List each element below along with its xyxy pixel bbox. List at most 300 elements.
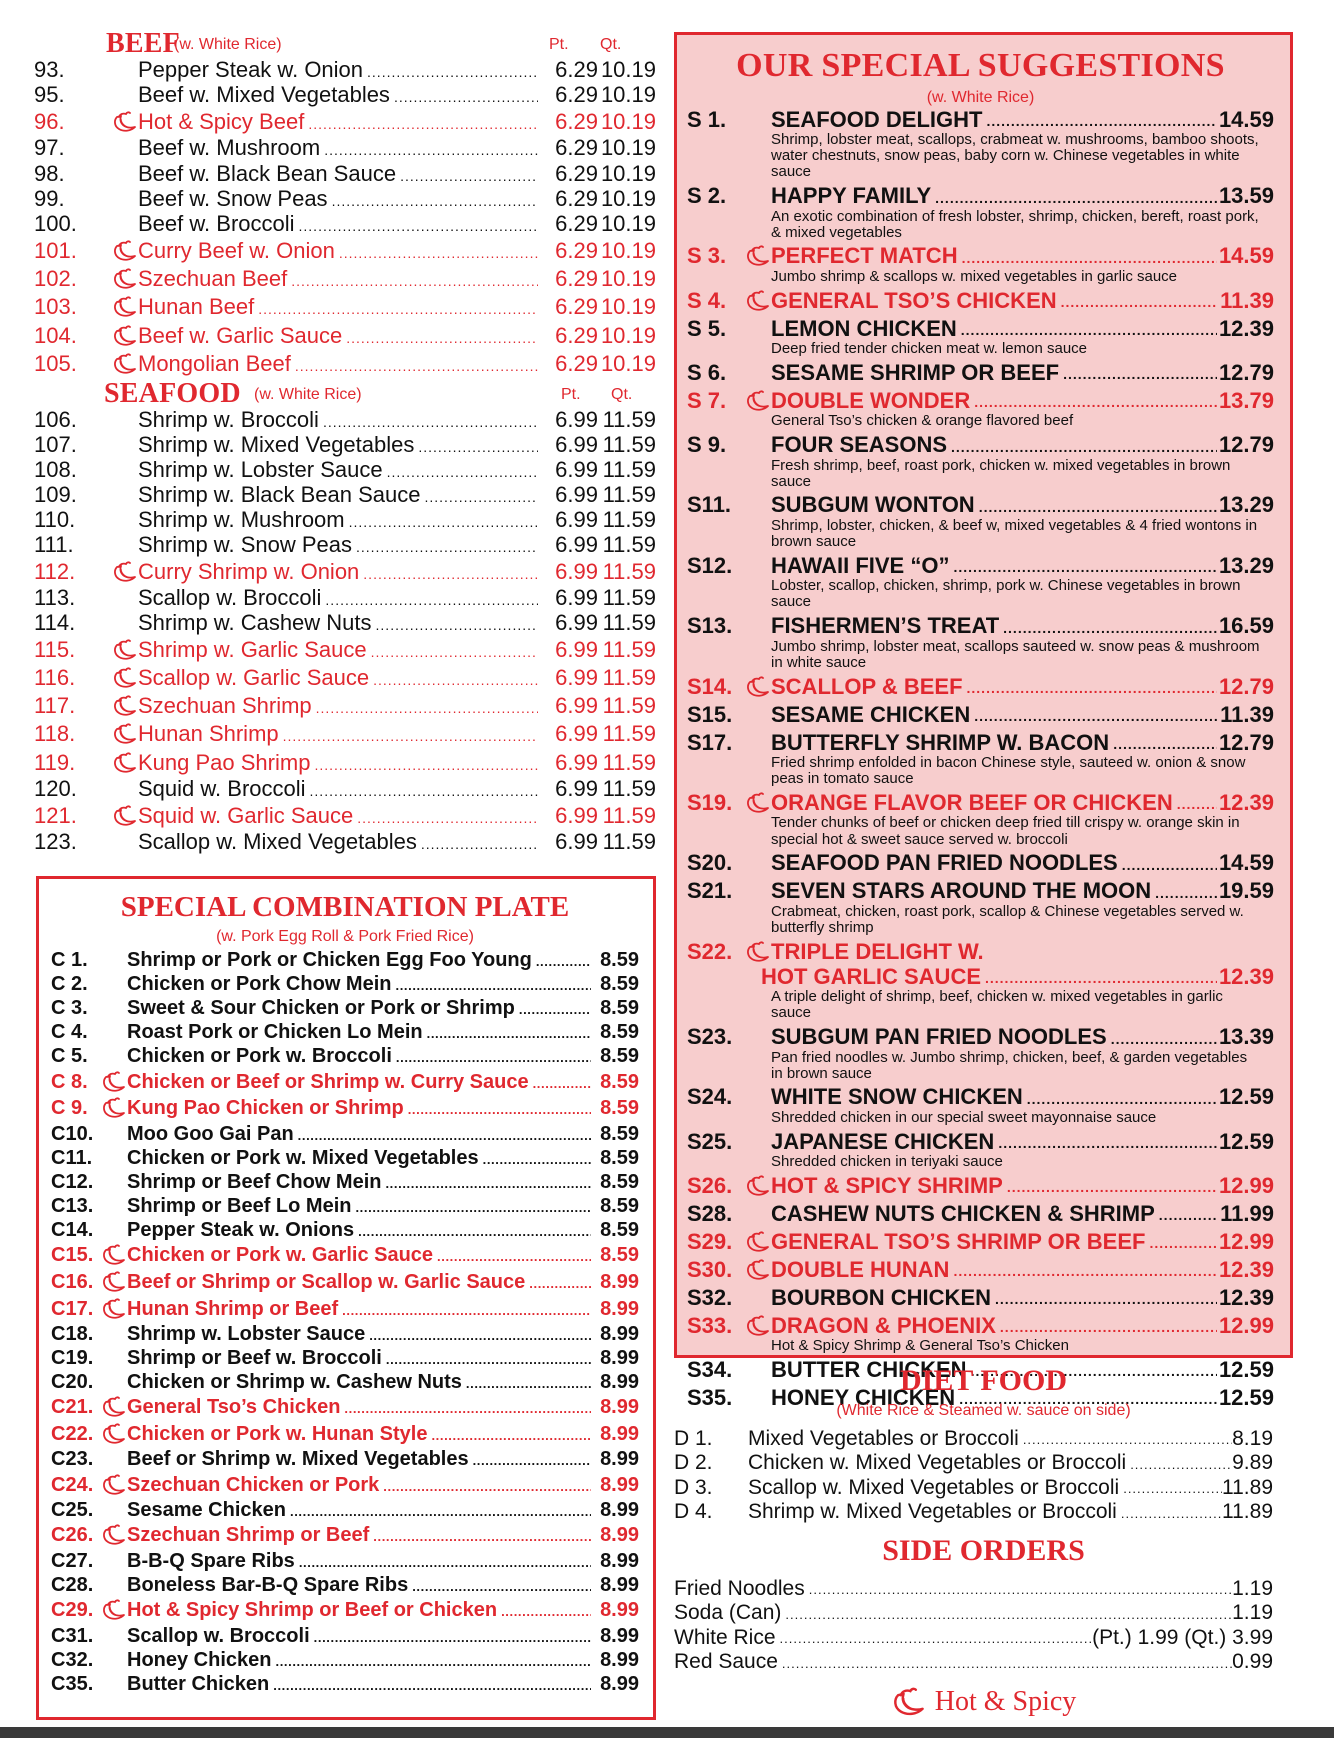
leader-dots (314, 1628, 591, 1644)
hot-marker (112, 639, 138, 661)
menu-item (34, 107, 656, 135)
quart-price: 11.59 (602, 585, 656, 611)
item-number: D 4. (674, 1500, 713, 1524)
item-name: Scallop w. Garlic Sauce (138, 664, 370, 690)
special-item (687, 939, 1274, 1021)
item-price: 13.29 (1218, 553, 1274, 578)
item-number: 98. (34, 160, 65, 186)
item-price: 12.59 (1218, 1129, 1274, 1154)
chili-pepper-icon (745, 1259, 771, 1281)
item-price: 8.99 (600, 1549, 639, 1572)
leader-dots (299, 1553, 591, 1569)
hot-marker (101, 1525, 127, 1545)
pint-price: 6.99 (555, 693, 598, 719)
hot-marker (112, 111, 138, 133)
combo-item (51, 1095, 639, 1122)
chili-pepper-icon (745, 941, 771, 963)
item-number: C12. (51, 1170, 94, 1193)
chili-pepper-icon (112, 111, 138, 133)
spacer (101, 1500, 127, 1520)
special-item (687, 1085, 1274, 1126)
leader-dots (332, 190, 538, 208)
item-number: 118. (34, 721, 76, 747)
special-item-row (687, 939, 1274, 964)
special-item (687, 790, 1274, 847)
special-item-row (687, 1229, 1274, 1254)
menu-item (34, 350, 656, 378)
leader-dots (1122, 855, 1217, 872)
spacer (101, 1575, 127, 1595)
spacer (101, 1674, 127, 1694)
pint-price: 6.29 (555, 237, 598, 263)
pint-price: 6.29 (555, 294, 598, 320)
item-price: 13.79 (1218, 388, 1274, 413)
leader-dots (483, 1150, 591, 1166)
pint-price: 6.99 (555, 610, 598, 636)
item-number: S23. (687, 1024, 733, 1049)
leader-dots (369, 1326, 591, 1342)
item-price: 12.39 (1218, 1257, 1274, 1282)
item-price: 11.39 (1220, 702, 1274, 727)
item-price: 13.39 (1218, 1024, 1274, 1049)
combination-plate-box (36, 876, 656, 1720)
spacer (745, 1203, 771, 1225)
leader-dots (387, 461, 538, 479)
spacer (745, 1287, 771, 1309)
item-number: S14. (687, 674, 733, 699)
leader-dots (355, 1198, 591, 1214)
item-name: Curry Shrimp w. Onion (138, 558, 360, 584)
menu-item (34, 611, 656, 636)
leader-dots (1063, 364, 1217, 381)
item-price: 8.59 (600, 1097, 639, 1120)
pint-price: 6.29 (555, 266, 598, 292)
diet-item (674, 1426, 1293, 1451)
chili-pepper-icon (112, 752, 138, 774)
spacer (745, 852, 771, 874)
item-number: 123. (34, 829, 77, 855)
item-name: B-B-Q Spare Ribs (127, 1549, 295, 1572)
pint-price: 6.99 (555, 507, 598, 532)
leader-dots (358, 1222, 591, 1238)
special-item (687, 1285, 1274, 1310)
chili-pepper-icon (101, 1097, 127, 1119)
special-item-row (687, 1257, 1274, 1282)
leader-dots (349, 511, 538, 529)
item-price: 11.89 (1222, 1500, 1273, 1524)
item-number: S29. (687, 1229, 733, 1254)
item-number: C31. (51, 1624, 94, 1647)
item-price: 14.59 (1218, 850, 1274, 876)
special-item-row (687, 107, 1274, 132)
beef-qt-header: Qt. (600, 36, 622, 53)
hot-marker (745, 941, 771, 963)
item-price: 8.99 (600, 1396, 639, 1419)
combo-item (51, 1218, 639, 1242)
leader-dots (519, 1000, 591, 1016)
item-price: 8.99 (600, 1473, 639, 1496)
item-name: Shrimp w. Lobster Sauce (138, 457, 383, 482)
pint-price: 6.29 (555, 57, 598, 82)
item-price: 11.89 (1222, 1475, 1273, 1499)
item-name: Boneless Bar-B-Q Spare Ribs (127, 1573, 409, 1596)
combo-note: (w. Pork Egg Roll & Pork Fried Rice) (216, 928, 474, 945)
item-number: D 1. (674, 1426, 713, 1450)
pint-price: 6.99 (555, 749, 598, 775)
pint-price: 6.99 (555, 721, 598, 747)
item-number: 103. (34, 294, 77, 320)
item-price: 12.39 (1218, 316, 1274, 341)
item-name: SESAME CHICKEN (771, 702, 971, 727)
leader-dots (780, 1629, 1093, 1645)
item-description: An exotic combination of fresh lobster, shrimp, chicken, bereft, roast pork, & mixed vegetables (771, 207, 1259, 241)
menu-item (34, 802, 656, 830)
item-number: S 6. (687, 360, 727, 385)
chili-pepper-icon (101, 1271, 127, 1293)
item-name: Shrimp or Beef Chow Mein (127, 1170, 382, 1193)
item-name: Shrimp w. Lobster Sauce (127, 1322, 366, 1345)
item-name: Chicken w. Mixed Vegetables or Broccoli (748, 1451, 1127, 1475)
item-name: HAPPY FAMILY (771, 183, 932, 209)
combo-item (51, 996, 639, 1020)
special-item-row (687, 184, 1274, 209)
item-price: 16.59 (1218, 613, 1274, 639)
item-number: 108. (34, 457, 77, 482)
leader-dots (431, 1426, 591, 1442)
pint-price: 6.29 (555, 82, 598, 107)
leader-dots (346, 327, 538, 345)
chili-pepper-icon (745, 245, 771, 267)
special-item-row (687, 1173, 1274, 1198)
special-item (687, 433, 1274, 490)
leader-dots (385, 1174, 591, 1190)
item-name: Shrimp w. Mixed Vegetables or Broccoli (748, 1500, 1117, 1524)
item-number: 121. (34, 802, 77, 828)
item-number: C26. (51, 1524, 94, 1547)
leader-dots (363, 563, 538, 581)
item-name: Shrimp or Beef Lo Mein (127, 1194, 352, 1217)
quart-price: 11.59 (602, 482, 656, 507)
spacer (745, 1026, 771, 1048)
quart-price: 10.19 (600, 294, 656, 320)
pint-price: 6.99 (555, 829, 598, 855)
spacer (101, 1046, 127, 1066)
special-item (687, 851, 1274, 876)
item-description: Jumbo shrimp, lobster meat, scallops sauteed w. snow peas & mushroom in white sauce (771, 637, 1260, 671)
item-name: FOUR SEASONS (771, 432, 948, 457)
item-name: Mongolian Beef (138, 351, 291, 377)
special-item (687, 702, 1274, 727)
special-item-row (687, 553, 1274, 578)
quart-price: 11.59 (602, 749, 656, 775)
leader-dots (962, 248, 1217, 265)
special-list (687, 107, 1274, 1410)
quart-price: 11.59 (602, 507, 656, 532)
leader-dots (283, 725, 538, 743)
item-name: Chicken or Pork w. Garlic Sauce (127, 1244, 434, 1267)
leader-dots (324, 139, 538, 157)
leader-dots (1000, 1317, 1217, 1334)
leader-dots (408, 1100, 591, 1116)
item-price: 8.99 (600, 1347, 639, 1370)
item-price: 8.59 (600, 1021, 639, 1044)
special-item-row (687, 1313, 1274, 1338)
combo-item (51, 1471, 639, 1498)
item-price: 8.99 (600, 1499, 639, 1522)
leader-dots (342, 1301, 591, 1317)
item-name: Chicken or Shrimp w. Cashew Nuts (127, 1371, 462, 1394)
item-number: 109. (34, 482, 77, 507)
item-name: Scallop w. Broccoli (127, 1624, 310, 1647)
item-price: 8.99 (600, 1624, 639, 1647)
spacer (745, 318, 771, 340)
item-price: 8.59 (600, 1122, 639, 1145)
item-name: Beef or Shrimp or Scallop w. Garlic Sauce (127, 1271, 526, 1294)
special-item-row (687, 790, 1274, 815)
item-name: TRIPLE DELIGHT W. (771, 939, 984, 964)
item-price: 1.19 (1232, 1601, 1273, 1625)
item-number: S 2. (687, 183, 727, 209)
quart-price: 10.19 (600, 82, 656, 107)
item-name: SEAFOOD PAN FRIED NOODLES (771, 850, 1118, 876)
leader-dots (275, 1652, 591, 1668)
seafood-header (34, 378, 656, 410)
item-price: 11.39 (1220, 288, 1274, 313)
pint-price: 6.99 (555, 664, 598, 690)
leader-dots (1027, 1089, 1217, 1106)
special-item-row (687, 1129, 1274, 1154)
item-price: 8.19 (1232, 1426, 1273, 1450)
special-item-row (687, 316, 1274, 341)
item-number: S25. (687, 1129, 733, 1154)
item-number: C15. (51, 1244, 94, 1267)
item-price: 8.99 (600, 1524, 639, 1547)
item-price: 12.59 (1218, 1385, 1274, 1410)
item-name: Hot & Spicy Beef (138, 108, 305, 134)
item-name: White Rice (674, 1625, 776, 1649)
item-name: Fried Noodles (674, 1576, 805, 1600)
combo-item (51, 1322, 639, 1346)
quart-price: 11.59 (602, 802, 656, 828)
hot-marker (112, 723, 138, 745)
spacer (101, 1551, 127, 1571)
spacer (101, 1196, 127, 1216)
quart-price: 10.19 (600, 266, 656, 292)
special-item (687, 730, 1274, 787)
item-number: C27. (51, 1549, 94, 1572)
pint-price: 6.99 (555, 776, 598, 802)
combo-item (51, 1068, 639, 1095)
beef-header (34, 30, 656, 57)
item-price: 8.59 (600, 1146, 639, 1169)
item-price: 8.59 (600, 973, 639, 996)
special-item (687, 1229, 1274, 1254)
hot-marker (101, 1098, 127, 1118)
item-name: Shrimp w. Garlic Sauce (138, 636, 367, 662)
item-name: Scallop w. Mixed Vegetables (138, 829, 417, 855)
item-name: Shrimp or Pork or Chicken Egg Foo Young (127, 949, 532, 972)
special-item (687, 1201, 1274, 1226)
quart-price: 10.19 (600, 108, 656, 134)
side-item (674, 1650, 1293, 1675)
item-name: Butter Chicken (127, 1672, 270, 1695)
item-name: Shrimp w. Snow Peas (138, 532, 352, 557)
item-name: Squid w. Garlic Sauce (138, 802, 354, 828)
item-number: 120. (34, 776, 77, 802)
hot-marker (101, 1397, 127, 1417)
spacer (101, 1022, 127, 1042)
spacer (745, 732, 771, 754)
pint-price: 6.99 (555, 457, 598, 482)
leader-dots (376, 614, 538, 632)
menu-item (34, 293, 656, 321)
menu-item (34, 557, 656, 585)
menu-item (34, 322, 656, 350)
item-name: Roast Pork or Chicken Lo Mein (127, 1021, 423, 1044)
menu-item (34, 748, 656, 776)
special-note: (w. White Rice) (926, 89, 1035, 106)
menu-item (34, 136, 656, 161)
special-item (687, 1257, 1274, 1282)
pint-price: 6.99 (555, 407, 598, 432)
item-number: S15. (687, 702, 733, 727)
special-item (687, 879, 1274, 936)
spacer (101, 950, 127, 970)
pint-price: 6.29 (555, 160, 598, 186)
special-item-row (687, 288, 1274, 313)
diet-list (674, 1426, 1293, 1524)
beef-title: BEEF (106, 28, 180, 59)
quart-price: 11.59 (602, 664, 656, 690)
item-name: PERFECT MATCH (771, 243, 958, 269)
item-name: Mixed Vegetables or Broccoli (748, 1426, 1019, 1450)
hot-marker (112, 296, 138, 318)
item-name: Shrimp w. Mushroom (138, 507, 345, 532)
beef-note: (w. White Rice) (174, 36, 282, 53)
spacer (101, 998, 127, 1018)
seafood-list (34, 407, 656, 854)
menu-item (34, 211, 656, 236)
item-number: 117. (34, 693, 76, 719)
item-description: Pan fried noodles w. Jumbo shrimp, chicken, beef, & garden vegetables in brown sauce (771, 1048, 1248, 1082)
bottom-bar (0, 1727, 1334, 1738)
item-name: Beef w. Snow Peas (138, 186, 328, 211)
item-number: C21. (51, 1396, 94, 1419)
leader-dots (998, 1133, 1217, 1150)
quart-price: 11.59 (602, 829, 656, 855)
combo-item (51, 948, 639, 972)
item-price: 8.59 (600, 1194, 639, 1217)
item-name: HAWAII FIVE “O” (771, 553, 950, 578)
item-name: CASHEW NUTS CHICKEN & SHRIMP (771, 1201, 1155, 1226)
leader-dots (953, 1261, 1216, 1278)
item-price: 12.39 (1218, 964, 1274, 989)
combo-item (51, 1269, 639, 1296)
chili-pepper-icon (112, 296, 138, 318)
chili-pepper-icon (745, 1315, 771, 1337)
special-item (687, 288, 1274, 313)
spacer (745, 880, 771, 902)
special-item (687, 107, 1274, 181)
item-name: Sweet & Sour Chicken or Pork or Shrimp (127, 997, 515, 1020)
item-number: S24. (687, 1084, 733, 1110)
hot-marker (745, 390, 771, 412)
combo-item (51, 1498, 639, 1522)
item-number: S21. (687, 878, 733, 904)
spacer (745, 494, 771, 516)
item-name: Red Sauce (674, 1650, 778, 1674)
hot-marker (112, 353, 138, 375)
chili-pepper-icon (112, 268, 138, 290)
leader-dots (396, 1048, 591, 1064)
menu-item (34, 57, 656, 82)
chili-pepper-icon (101, 1423, 127, 1445)
leader-dots (421, 833, 538, 851)
item-number: C20. (51, 1371, 94, 1394)
item-name: Scallop w. Broccoli (138, 585, 322, 611)
item-name: Honey Chicken (127, 1648, 272, 1671)
menu-item (34, 482, 656, 507)
quart-price: 10.19 (600, 322, 656, 348)
leader-dots (967, 678, 1217, 695)
item-name: Shrimp or Beef w. Broccoli (127, 1347, 382, 1370)
combo-item (51, 1394, 639, 1421)
item-price: 12.59 (1218, 1357, 1274, 1382)
item-number: C32. (51, 1648, 94, 1671)
chili-pepper-icon (745, 676, 771, 698)
combo-item (51, 1170, 639, 1194)
item-number: S22. (687, 939, 733, 964)
leader-dots (290, 1502, 591, 1518)
item-price: 12.99 (1218, 1313, 1274, 1338)
leader-dots (295, 355, 538, 373)
item-number: C29. (51, 1599, 94, 1622)
menu-item (34, 265, 656, 293)
hot-marker (112, 695, 138, 717)
item-number: S 9. (687, 432, 727, 457)
item-price: 8.59 (600, 997, 639, 1020)
spacer (101, 1124, 127, 1144)
item-name: Chicken or Pork w. Mixed Vegetables (127, 1146, 479, 1169)
combo-item (51, 1346, 639, 1370)
diet-note: (White Rice & Steamed w. sauce on side) (836, 1402, 1131, 1419)
item-price: 11.99 (1220, 1201, 1274, 1226)
leader-dots (995, 1289, 1217, 1306)
item-name: SESAME SHRIMP OR BEEF (771, 360, 1060, 385)
item-description: Lobster, scallop, chicken, shrimp, pork w. Chinese vegetables in brown sauce (771, 577, 1241, 611)
item-number: S11. (687, 492, 732, 518)
leader-dots (298, 1126, 591, 1142)
item-price: 12.79 (1218, 360, 1274, 385)
item-number: 105. (34, 351, 77, 377)
combo-item (51, 1295, 639, 1322)
combo-item (51, 1242, 639, 1269)
item-number: 97. (34, 135, 65, 161)
item-name: Shrimp w. Broccoli (138, 407, 319, 432)
item-name: Pepper Steak w. Onion (138, 57, 364, 82)
special-item-row (687, 1025, 1274, 1050)
menu-item (34, 692, 656, 720)
leader-dots (951, 437, 1217, 454)
item-name: Beef w. Black Bean Sauce (138, 160, 397, 186)
special-item (687, 1129, 1274, 1170)
special-item-row (687, 1085, 1274, 1110)
item-number: 96. (34, 108, 65, 134)
special-item-row (687, 360, 1274, 385)
leader-dots (339, 242, 538, 260)
chili-pepper-icon (101, 1474, 127, 1496)
quart-price: 11.59 (602, 776, 656, 802)
